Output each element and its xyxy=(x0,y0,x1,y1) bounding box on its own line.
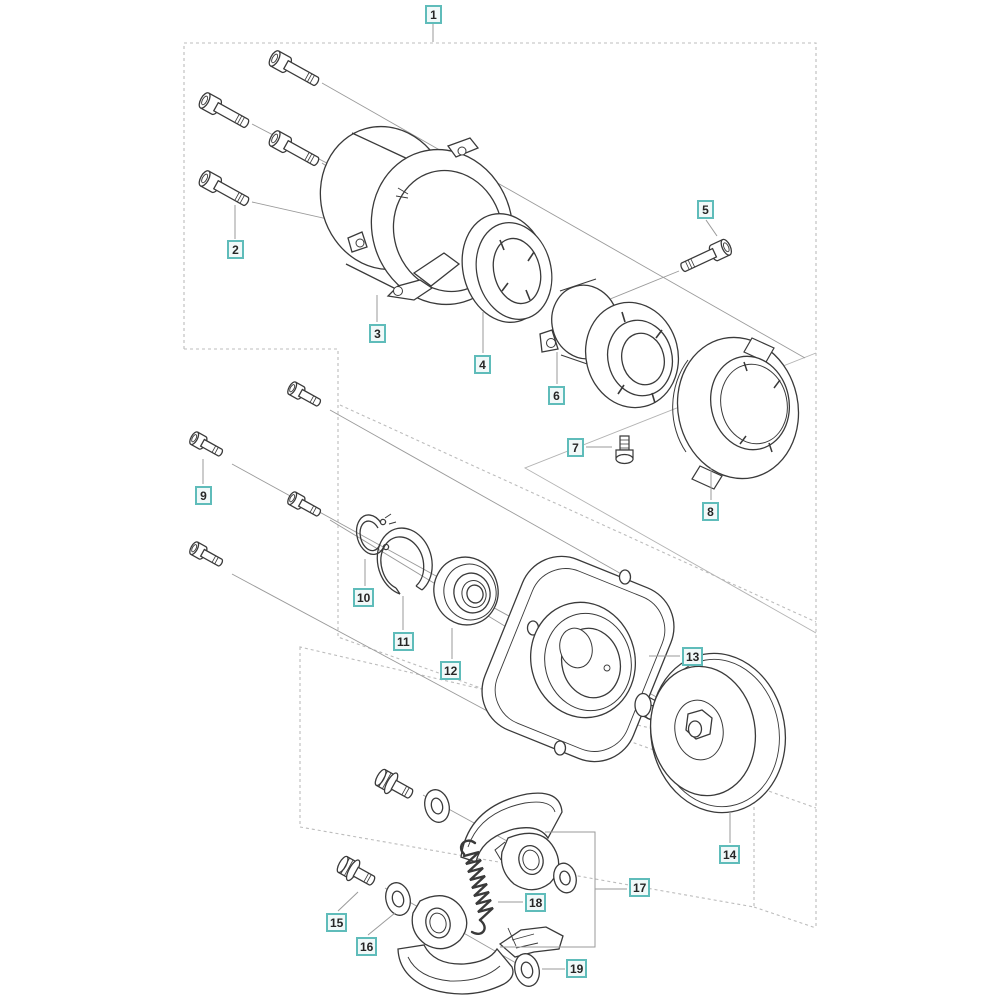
part-label-7[interactable]: 7 xyxy=(567,438,584,457)
part-label-11[interactable]: 11 xyxy=(393,632,414,651)
part-label-5[interactable]: 5 xyxy=(697,200,714,219)
part-8-cover-plate xyxy=(665,326,812,490)
part-label-8[interactable]: 8 xyxy=(702,502,719,521)
part-label-6[interactable]: 6 xyxy=(548,386,565,405)
part-label-15[interactable]: 15 xyxy=(326,913,347,932)
part-7-screw xyxy=(616,436,633,464)
part-label-10[interactable]: 10 xyxy=(353,588,374,607)
part-15-shoulder-bolts xyxy=(334,766,417,892)
part-label-16[interactable]: 16 xyxy=(356,937,377,956)
part-5-bolt xyxy=(678,238,733,276)
part-2-long-bolts xyxy=(197,49,322,210)
part-label-14[interactable]: 14 xyxy=(719,845,740,864)
part-label-1[interactable]: 1 xyxy=(425,5,442,24)
part-11-circlip xyxy=(377,528,432,594)
part-label-12[interactable]: 12 xyxy=(440,661,461,680)
part-label-18[interactable]: 18 xyxy=(525,893,546,912)
part-9-screws xyxy=(188,381,323,570)
part-label-3[interactable]: 3 xyxy=(369,324,386,343)
part-label-19[interactable]: 19 xyxy=(566,959,587,978)
part-label-4[interactable]: 4 xyxy=(474,355,491,374)
part-label-17[interactable]: 17 xyxy=(629,878,650,897)
part-label-13[interactable]: 13 xyxy=(682,647,703,666)
part-label-2[interactable]: 2 xyxy=(227,240,244,259)
assembly-axis-lines xyxy=(232,83,805,963)
part-label-9[interactable]: 9 xyxy=(195,486,212,505)
